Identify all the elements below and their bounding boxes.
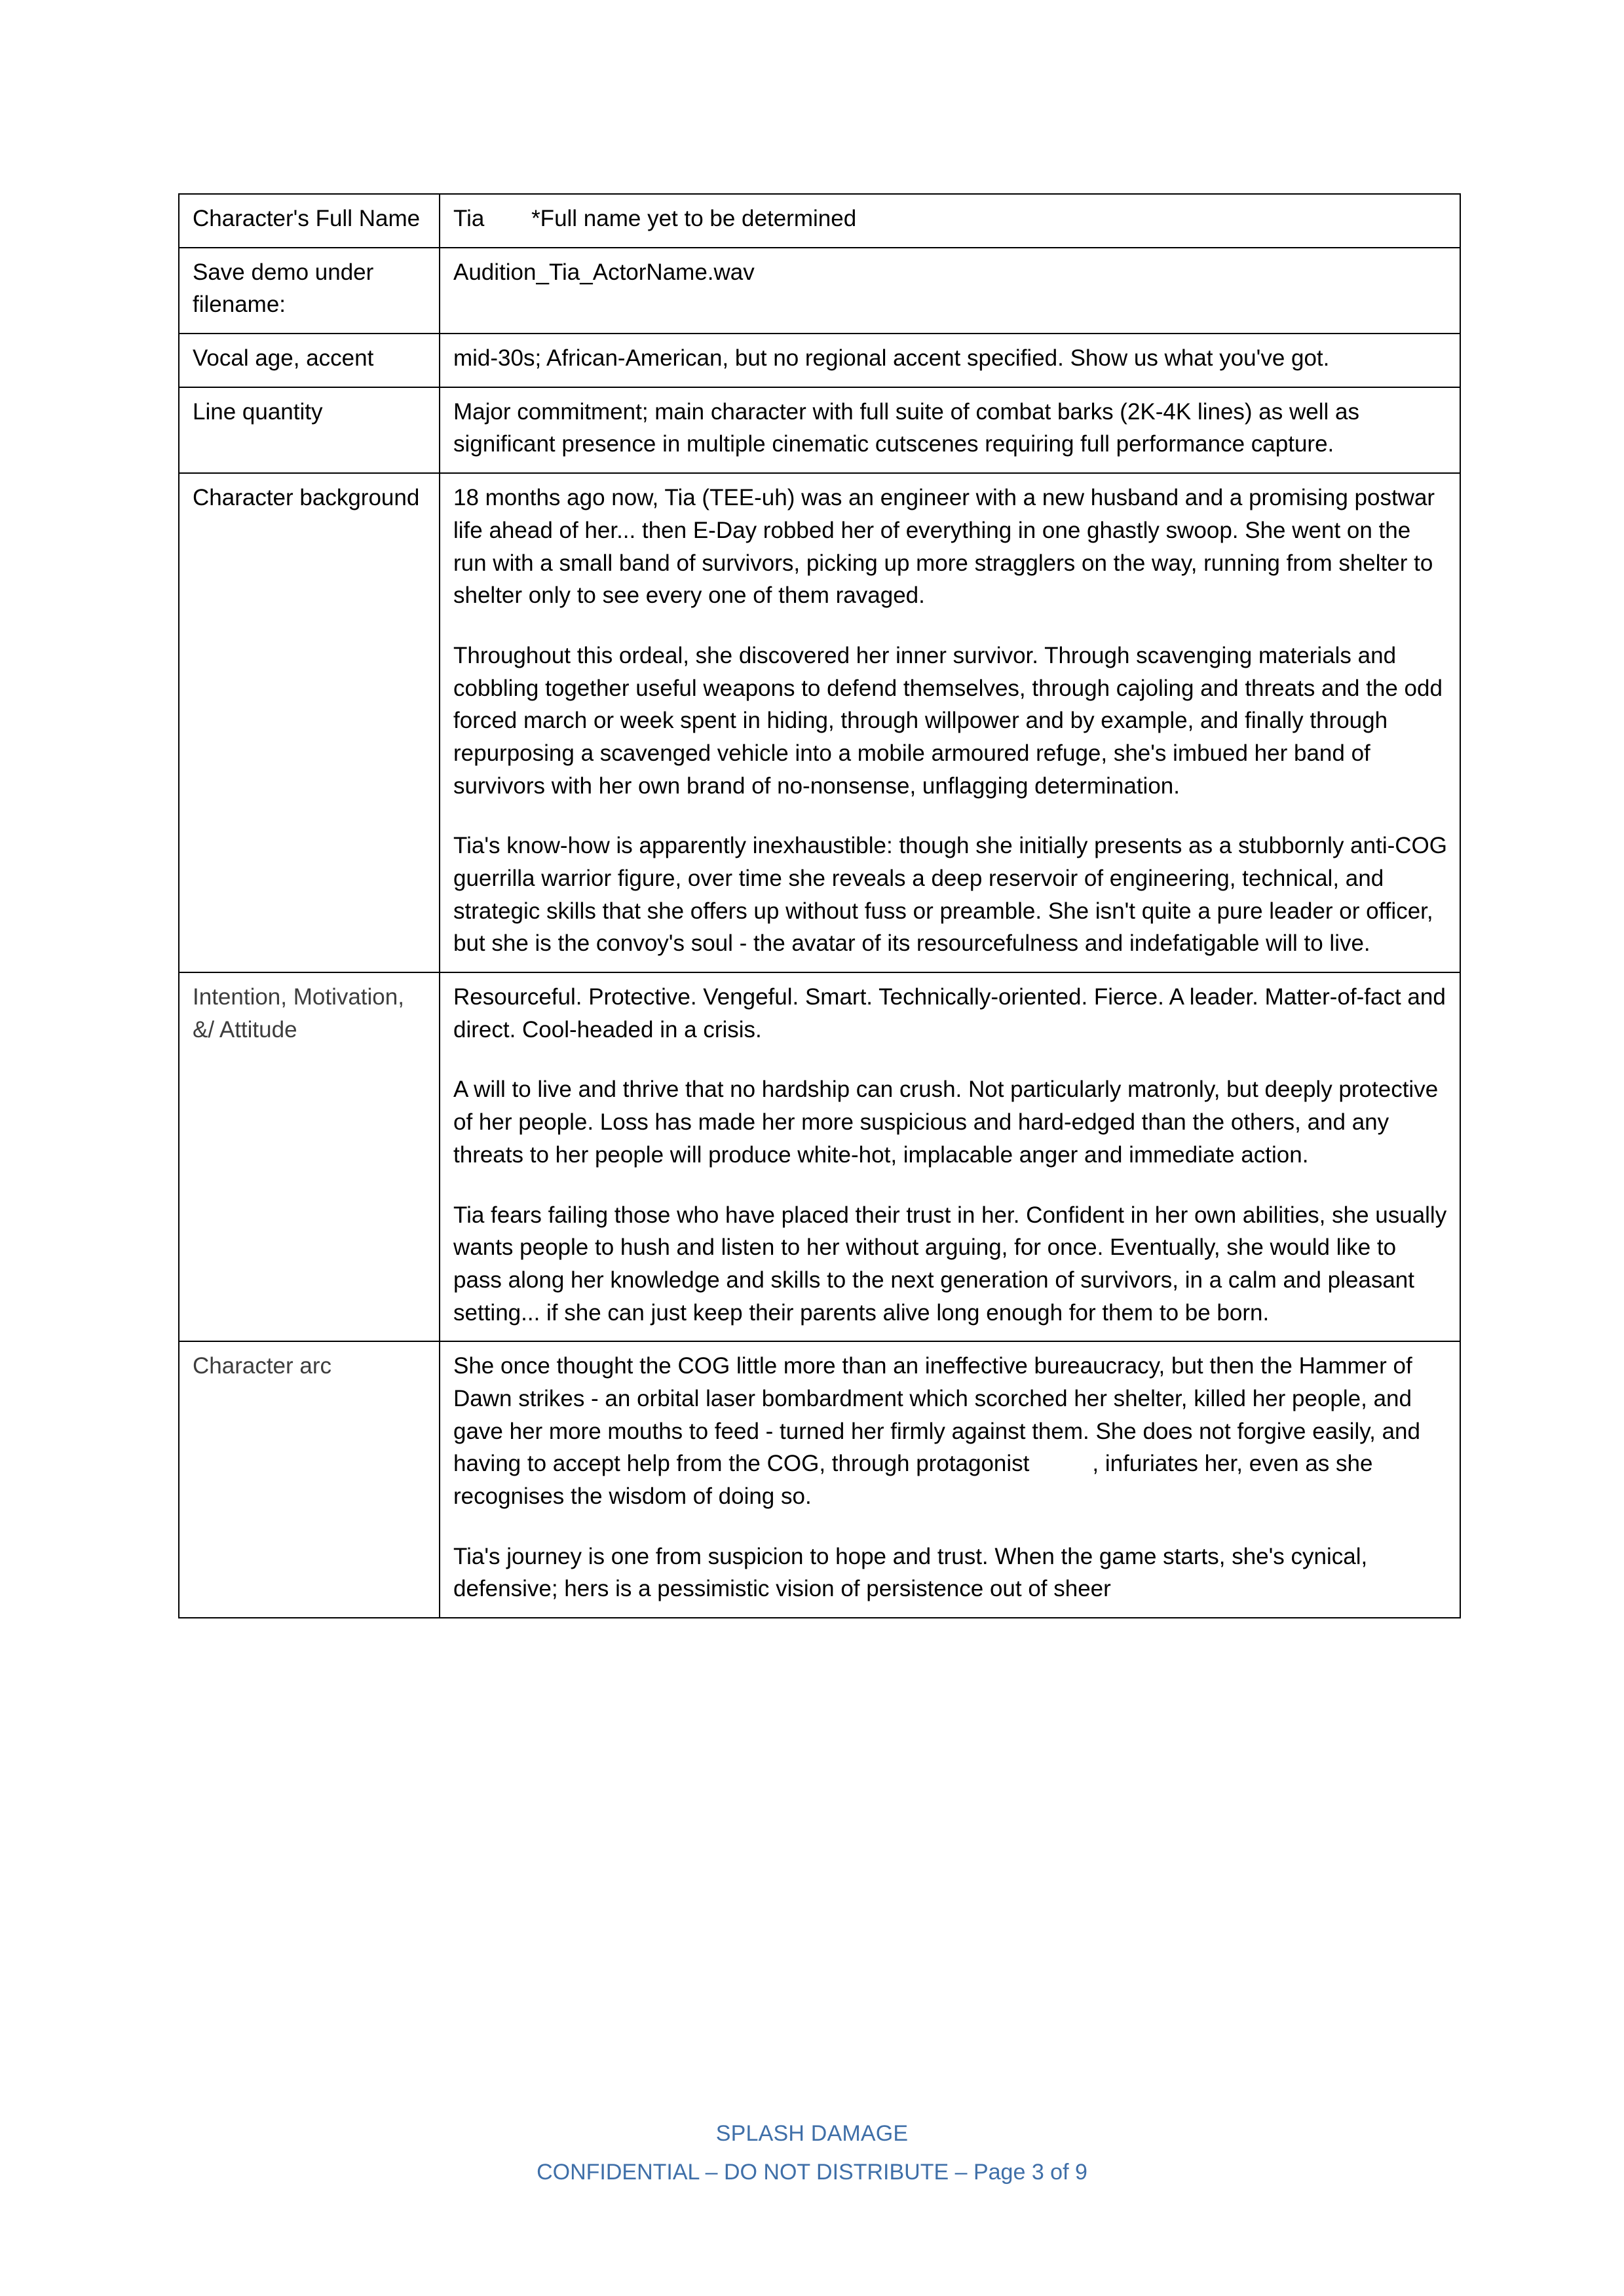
character-table — [178, 193, 1461, 1618]
footer-company-name: SPLASH DAMAGE — [715, 2121, 909, 2146]
row-value-intention-motivation-attitude — [440, 972, 1460, 1341]
paragraph: 18 months ago now, Tia (TEE-uh) was an engineer with a new husband and a promising postwar life ahead of her... then E-Day robbed her of everything in one ghastly swoop. She went on the run with a small band of survivors, picking up more stragglers on the way, running from shelter to shelter only to see every one of them ravaged. — [453, 485, 1435, 609]
arc-paragraph-text: She once thought the COG little more than an ineffective bureaucracy, but then the Hammer of Dawn strikes - an orbital laser bombardment which scorched her shelter, killed her people, and gave her more mouths to feed - turned her firmly against them. She does not forgive easily, and having to accept help from the COG, through protagonist — [453, 1353, 1420, 1477]
paragraph: Major commitment; main character with full suite of combat barks (2K-4K lines) as well as significant presence in multiple cinematic cutscenes requiring full performance capture. — [453, 398, 1359, 457]
row-label-character-arc: Character arc — [179, 1341, 440, 1618]
paragraph: Audition_Tia_ActorName.wav — [453, 259, 755, 285]
row-label-character-background: Character background — [179, 473, 440, 972]
table-row — [179, 1341, 1460, 1618]
arc-paragraph-tail: , infuriates her, even as she recognises the wisdom of doing so. — [453, 1451, 1373, 1509]
row-value-character-background — [440, 473, 1460, 972]
paragraph: Throughout this ordeal, she discovered her inner survivor. Through scavenging materials and cobbling together useful weapons to defend themselves, through cajoling and threats and the odd forced march or week spent in hiding, through willpower and by example, and finally through repurposing a scavenged vehicle into a mobile armoured refuge, she's imbued her band of survivors with her own brand of no-nonsense, unflagging determination. — [453, 642, 1443, 799]
row-value-character-arc — [440, 1341, 1460, 1618]
footer-confidentiality-notice: CONFIDENTIAL – DO NOT DISTRIBUTE – Page 3 of 9 — [537, 2159, 1087, 2185]
row-label-full-name: Character's Full Name — [179, 194, 440, 248]
character-name-value: Tia — [453, 206, 485, 231]
row-value-line-quantity — [440, 387, 1460, 473]
paragraph: Resourceful. Protective. Vengeful. Smart. Technically-oriented. Fierce. A leader. Matter-of-fact and direct. Cool-headed in a crisis. — [453, 984, 1446, 1043]
table-row — [179, 972, 1460, 1341]
row-value-filename — [440, 248, 1460, 334]
row-label-filename: Save demo under filename: — [179, 248, 440, 334]
paragraph — [453, 1350, 1449, 1512]
paragraph: mid-30s; African-American, but no regional accent specified. Show us what you've got. — [453, 345, 1330, 372]
row-label-intention-motivation-attitude: Intention, Motivation, &/ Attitude — [179, 972, 440, 1341]
table-row — [179, 387, 1460, 473]
character-brief-sheet — [178, 193, 1447, 1618]
row-value-vocal-age-accent — [440, 334, 1460, 387]
table-row — [179, 248, 1460, 334]
character-name-note: *Full name yet to be determined — [531, 206, 857, 231]
paragraph: Tia's journey is one from suspicion to hope and trust. When the game starts, she's cynical, defensive; hers is a pessimistic vision of persistence out of sheer — [453, 1543, 1368, 1602]
table-row — [179, 334, 1460, 387]
paragraph: Tia's know-how is apparently inexhaustible: though she initially presents as a stubbornly anti-COG guerrilla warrior figure, over time she reveals a deep reservoir of engineering, technical, and strategic skills that she offers up without fuss or preamble. She isn't quite a pure leader or officer, but she is the convoy's soul - the avatar of its resourcefulness and indefatigable will to live. — [453, 833, 1447, 957]
row-value-full-name — [440, 194, 1460, 248]
table-row — [179, 473, 1460, 972]
paragraph: Tia fears failing those who have placed their trust in her. Confident in her own abilities, she usually wants people to hush and listen to her without arguing, for once. Eventually, she would like to pass along her knowledge and skills to the next generation of survivors, in a calm and pleasant setting... if she can just keep their parents alive long enough for them to be born. — [453, 1202, 1447, 1326]
page-footer — [0, 2116, 1624, 2189]
table-row — [179, 194, 1460, 248]
row-label-vocal-age-accent: Vocal age, accent — [179, 334, 440, 387]
paragraph: A will to live and thrive that no hardship can crush. Not particularly matronly, but deeply protective of her people. Loss has made her more suspicious and hard-edged than the others, and any threats to her people will produce white-hot, implacable anger and immediate action. — [453, 1077, 1439, 1168]
row-label-line-quantity: Line quantity — [179, 387, 440, 473]
